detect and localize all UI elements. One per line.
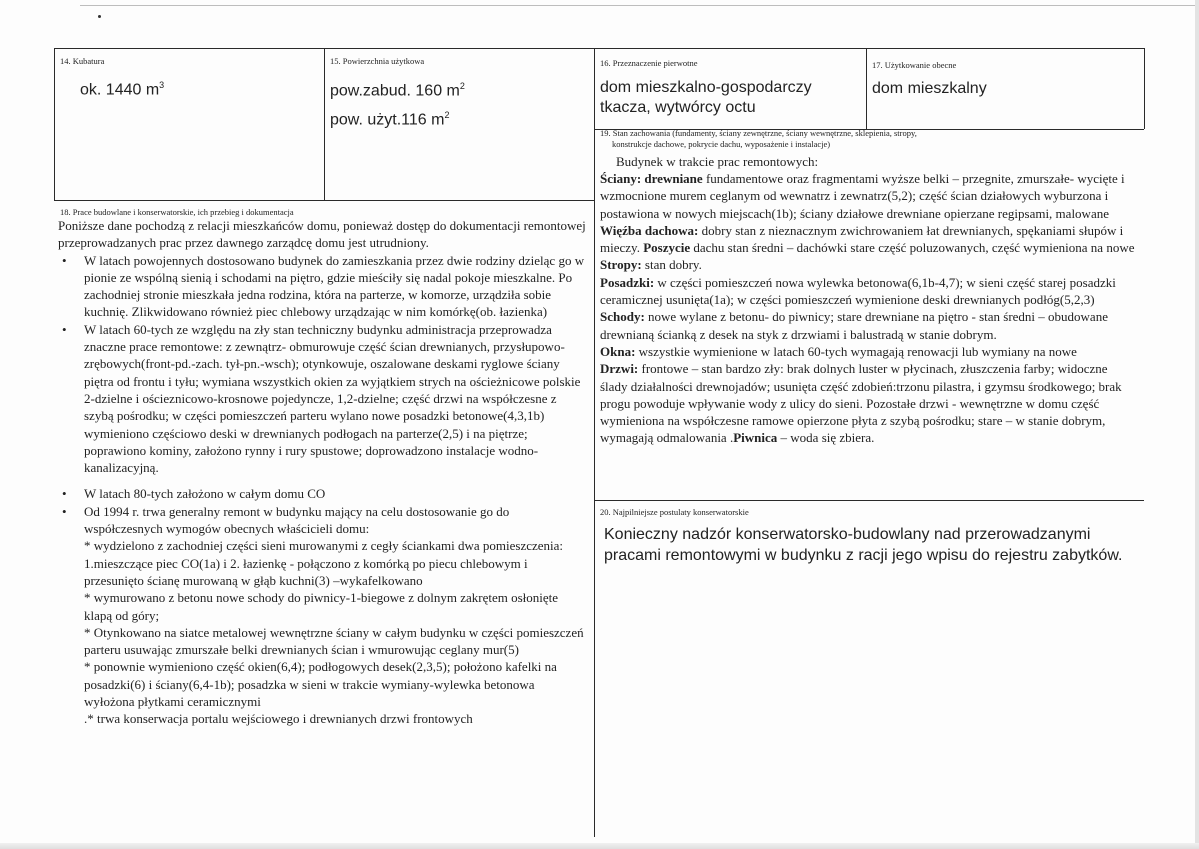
scan-dot bbox=[98, 15, 101, 18]
field-20-label: 20. Najpilniejsze postulaty konserwatorskie bbox=[600, 507, 749, 517]
works-item: • W latach powojennych dostosowano budynek do zamieszkania przez dwie rodziny dzieląc go w pionie ze wspólną sienią i schodami na piętro, gdzie mieściły się nadal pokoje mieszkalne. Po zachodniej stronie mieszkała jedna rodzina, która na parterze, w komorze, urządziła sobie kuchnię. Zlikwidowano również piec chlebowy urządzając w nim komórkę(ob. łazienka) bbox=[58, 252, 588, 321]
state-floors: Posadzki: w części pomieszczeń nowa wylewka betonowa(6,1b-4,7); w sieni część starej posadzki ceramicznej usunięta(1a); w części pomieszczeń wymienione deski drewnianych podłóg(5,2,3) bbox=[600, 274, 1116, 308]
divider-14-15 bbox=[324, 48, 325, 200]
scan-bottom-edge bbox=[0, 843, 1199, 849]
field-17-label: 17. Użytkowanie obecne bbox=[872, 60, 957, 70]
works-subitems bbox=[58, 537, 588, 727]
scan-right-edge bbox=[1195, 0, 1199, 849]
field-18-body bbox=[58, 217, 588, 728]
works-subitem: .* trwa konserwacja portalu wejściowego i drewnianych drzwi frontowych bbox=[84, 711, 473, 727]
field-19-label-line1: 19. Stan zachowania (fundamenty, ściany zewnętrzne, ściany wewnętrzne, sklepienia, stropy, bbox=[600, 128, 917, 138]
state-ceilings: Stropy: stan dobry. bbox=[600, 257, 702, 273]
works-list bbox=[58, 252, 588, 538]
works-subitem: * wymurowano z betonu nowe schody do piwnicy-1-biegowe z dolnym zakrętem osłonięte klapą od góry; bbox=[84, 590, 559, 623]
state-doors: Drzwi: frontowe – stan bardzo zły: brak dolnych luster w płycinach, złuszczenia farby; widoczne ślady działalności drewnojadów; usunięta część zdobień:trzonu pilastra, i gzymsu środkowego; brak progu powoduje wpływanie wody z ulicy do sieni. Pozostałe drzwi - wewnętrzne w domu część wymieniona na współczesne ramowe opierzone płyta z szybą pośrodku; stare – w stanie dobrym, wymagają odmalowania .Piwnica – woda się zbiera. bbox=[600, 361, 1122, 446]
state-windows: Okna: wszystkie wymienione w latach 60-tych wymagają renowacji lub wymiany na nowe bbox=[600, 343, 1077, 359]
field-20-value: Konieczny nadzór konserwatorsko-budowlany nad przerowadzanymi pracami remontowymi w budynku z racji jego wpisu do rejestru zabytków. bbox=[604, 526, 1123, 564]
field-16-label: 16. Przeznaczenie pierwotne bbox=[600, 58, 698, 68]
left-border-upper bbox=[54, 48, 55, 200]
works-item: • W latach 60-tych ze względu na zły stan techniczny budynku administracja przeprowadza znaczne prace remontowe: z zewnątrz- obmurowuje część ścian drewnianych, przysłupowo-zrębowych(front-pd.-zach. tył-pn.-wsch); otynkowuje, oszalowane deskami ryglowe ściany piętra od frontu i tyłu; wymiana wszystkich okien za wyjątkiem strych na ościeżnicowe polskie 2-dzielne i ościeznicowo-krosnowe pojedyncze, 1,2-dzielne; część drzwi na współczesne z szybą pośrodku; w części pomieszczeń parteru wylano nowe posadzki betonowe(4,3,1b) wymieniono częściowo deski w drewnianych podłogach na parterze(2,5) i na piętrze; poprawiono kominy, założono rynny i rury spustowe; doprowadzono instalacje wodno-kanalizacyjną. bbox=[58, 321, 588, 477]
divider-19-20 bbox=[594, 500, 1144, 501]
field-18-label: 18. Prace budowlane i konserwatorskie, ich przebieg i dokumentacja bbox=[60, 207, 294, 217]
right-border-upper bbox=[1144, 48, 1145, 129]
field-19-intro: Budynek w trakcie prac remontowych: bbox=[616, 154, 819, 169]
field-14-label: 14. Kubatura bbox=[60, 56, 105, 66]
works-subitem: * Otynkowano na siatce metalowej wewnętrzne ściany w całym budynku w części pomieszczeń parteru usuwając zmurszałe belki drewnianych ścian i wmurowując ceglany mur(5) bbox=[84, 624, 584, 658]
field-15-line2: pow. użyt.116 $m^2$ bbox=[330, 110, 450, 129]
field-15-line1: pow.zabud. 160 $m^2$ bbox=[330, 81, 465, 100]
field-19-label-line2: konstrukcje dachowe, pokrycie dachu, wyposażenie i instalacje) bbox=[612, 139, 831, 149]
works-subitem: * ponownie wymieniono część okien(6,4); podłogowych desek(2,3,5); położono kafelki na posadzki(6) i ściany(6,4-1b); posadzka w sieni w trakcie wymiany-wylewka betonowa wyłożona płytkami ceramicznymi bbox=[84, 659, 557, 710]
field-16-value: dom mieszkalno-gospodarczy tkacza, wytwórcy octu bbox=[600, 79, 812, 116]
state-roof-truss: Więźba dachowa: dobry stan z nieznacznym zwichrowaniem łat drewnianych, spękaniami słupów i mieczy. Poszycie dachu stan średni – dachówki stare część poluzowanych, część wymieniona na nowe bbox=[600, 222, 1135, 256]
works-subitem: * wydzielono z zachodniej części sieni murowanymi z cegły ściankami dwa pomieszczenia: 1.mieszczące piec CO(1a) i 2. łazienkę - połączono z komórką po piecu chlebowym i przesunięto ścianę murowaną w głąb kuchni(3) –wykafelkowano bbox=[84, 538, 564, 588]
works-item: • W latach 80-tych założono w całym domu CO bbox=[58, 485, 588, 502]
center-divider bbox=[594, 48, 595, 837]
field-19-body bbox=[600, 170, 1138, 447]
field-15-label: 15. Powierzchnia użytkowa bbox=[330, 56, 425, 66]
divider-16-17 bbox=[866, 48, 867, 129]
divider-14-18 bbox=[54, 200, 594, 201]
state-walls: Ściany: drewniane fundamentowe oraz fragmentami wyższe belki – przegnite, zmurszałe- wycięte i wzmocnione murem ceglanym od wewnatrz i zewnatrz(5,2); część ścian działowych wyburzona i postawiona w nowych miejscach(1b); ściany działowe drewniane opierzane regipsami, malowane bbox=[600, 171, 1125, 221]
table-top-border bbox=[54, 48, 1144, 49]
state-stairs: Schody: nowe wylane z betonu- do piwnicy; stare drewniane na piętro - stan średni – obudowane drewnianą ścianką z desek na styk z drzwiami i balustradą w stanie dobrym. bbox=[600, 309, 1108, 342]
scan-edge-line bbox=[80, 5, 1199, 6]
field-14-value: ok. 1440 $m^3$ bbox=[80, 80, 165, 99]
field-18-intro: Poniższe dane pochodzą z relacji mieszkańców domu, ponieważ dostęp do dokumentacji remontowej przeprowadzanych prac przez dawnego zarządcę domu jest utrudniony. bbox=[58, 218, 586, 251]
field-17-value: dom mieszkalny bbox=[872, 80, 987, 97]
works-item: • Od 1994 r. trwa generalny remont w budynku mający na celu dostosowanie go do współczesnych wymogów obecnych właścicieli domu: bbox=[58, 503, 588, 538]
